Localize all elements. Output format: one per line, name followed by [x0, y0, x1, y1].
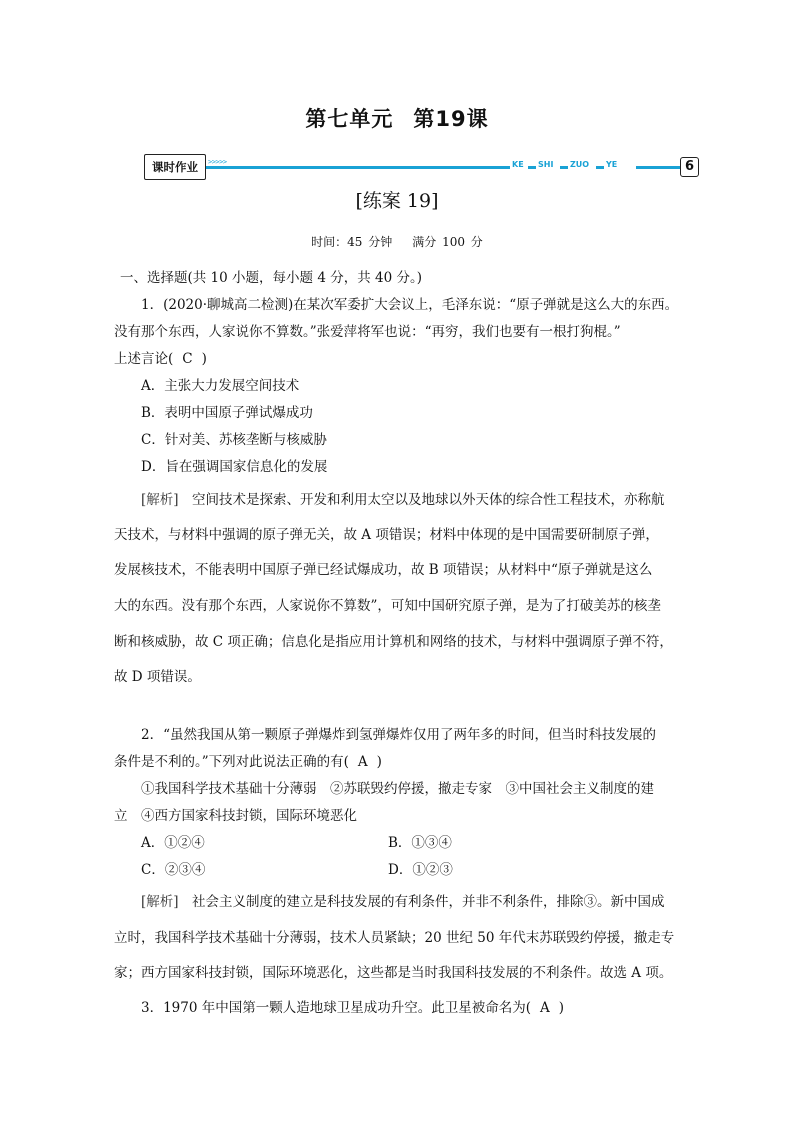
q1-answer: C [182, 351, 193, 367]
banner-segment-ye: YE [606, 160, 618, 169]
homework-banner [144, 154, 700, 180]
q2-analysis-line-2: 立时，我国科学技术基础十分薄弱，技术人员紧缺；20 世纪 50 年代末苏联毁约停援，撤走专 [114, 930, 675, 946]
q1-analysis-tag: [解析] [141, 492, 179, 508]
q1-analysis-line-2: 天技术，与材料中强调的原子弹无关，故 A 项错误；材料中体现的是中国需要研制原子弹， [114, 527, 659, 543]
banner-dash [528, 166, 536, 169]
q3-answer: A [540, 1000, 550, 1016]
q2-analysis-line-1 [141, 890, 665, 910]
banner-label: 课时作业 [144, 154, 206, 180]
page-title [0, 103, 794, 133]
q2-stem-suffix: ) [376, 754, 382, 770]
time-limit: 时间：45 分钟 [311, 235, 393, 249]
q2-analysis-text: 社会主义制度的建立是科技发展的有利条件，并非不利条件，排除③。新中国成 [192, 894, 665, 910]
q1-option-c: C．针对美、苏核垄断与核威胁 [141, 432, 327, 448]
q1-analysis-line-5: 断和核威胁，故 C 项正确；信息化是指应用计算机和网络的技术，与材料中强调原子弹不符， [114, 634, 673, 650]
q3-stem-line-1 [141, 996, 564, 1016]
q1-option-a: A．主张大力发展空间技术 [141, 378, 300, 394]
q1-analysis-line-4: 大的东西。没有那个东西，人家说你不算数”，可知中国研究原子弹，是为了打破美苏的核垄 [114, 598, 661, 614]
q1-option-d: D．旨在强调国家信息化的发展 [141, 459, 328, 475]
q2-option-b: B．①③④ [388, 835, 452, 851]
banner-segment-zuo: ZUO [570, 160, 590, 169]
banner-segment-ke: KE [512, 160, 524, 169]
banner-arrows: >>>>> [208, 158, 227, 166]
banner-rule-right [636, 166, 682, 169]
q1-analysis-line-6: 故 D 项错误。 [114, 669, 201, 685]
q1-option-b: B．表明中国原子弹试爆成功 [141, 405, 313, 421]
q2-option-d: D．①②③ [388, 862, 453, 878]
q2-analysis-line-3: 家；西方国家科技封锁，国际环境恶化，这些都是当时我国科技发展的不利条件。故选 A 项。 [114, 965, 673, 981]
q1-stem-suffix: ) [201, 351, 207, 367]
section-heading: 一、选择题(共 10 小题，每小题 4 分，共 40 分。) [120, 270, 422, 286]
q2-stem-line-1: 2．“虽然我国从第一颗原子弹爆炸到氢弹爆炸仅用了两年多的时间，但当时科技发展的 [141, 727, 656, 743]
banner-number: 6 [680, 157, 699, 177]
q3-stem-suffix: ) [558, 1000, 565, 1016]
q2-option-c: C．②③④ [141, 862, 206, 878]
exam-meta [0, 233, 794, 250]
banner-dash [596, 166, 604, 169]
q2-option-a: A．①②④ [141, 835, 205, 851]
q2-answer: A [357, 754, 368, 770]
q2-stem-line-2 [114, 750, 382, 770]
title-lesson: 第19课 [413, 107, 489, 131]
q1-stem-line-2: 没有那个东西，人家说你不算数。”张爱萍将军也说：“再穷，我们也要有一根打狗棍。” [114, 324, 621, 340]
q2-analysis-tag: [解析] [141, 894, 179, 910]
title-unit: 第七单元 [305, 107, 394, 131]
q1-analysis-line-3: 发展核技术，不能表明中国原子弹已经试爆成功，故 B 项错误；从材料中“原子弹就是这么 [114, 562, 653, 578]
q1-stem-line-1: 1．(2020·聊城高二检测)在某次军委扩大会议上，毛泽东说：“原子弹就是这么大的东西。 [141, 297, 679, 313]
q1-stem-prefix: 上述言论( [114, 351, 174, 367]
practice-subtitle: [练案 19] [355, 190, 439, 212]
banner-dash [560, 166, 568, 169]
q2-statements-line-2: 立 ④西方国家科技封锁，国际环境恶化 [114, 808, 357, 824]
banner-segment-shi: SHI [538, 160, 554, 169]
q2-statements-line-1: ①我国科学技术基础十分薄弱 ②苏联毁约停援，撤走专家 ③中国社会主义制度的建 [141, 781, 654, 797]
banner-rule-left [204, 166, 510, 169]
q1-stem-line-3 [114, 347, 207, 367]
full-score: 满分 100 分 [412, 235, 483, 249]
q1-analysis-line-1 [141, 488, 665, 508]
q3-stem-prefix: 3．1970 年中国第一颗人造地球卫星成功升空。此卫星被命名为( [141, 1000, 532, 1016]
q2-stem-prefix: 条件是不利的。”下列对此说法正确的有( [114, 754, 349, 770]
q1-analysis-text: 空间技术是探索、开发和利用太空以及地球以外天体的综合性工程技术，亦称航 [192, 492, 665, 508]
